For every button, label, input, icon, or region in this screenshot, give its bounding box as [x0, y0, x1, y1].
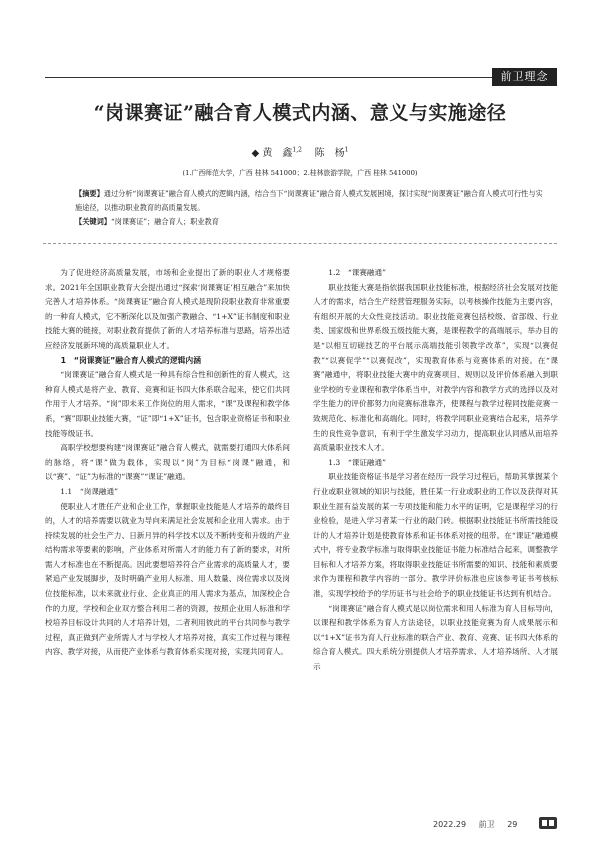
header-rule [45, 77, 492, 78]
paragraph: 职业技能大赛是指依据我国职业技能标准，根据经济社会发展对技能人才的需求，结合生产经营管理服务实际，以考核操作技能为主要内容，有组织开展的大众性竞技活动。职业技能竞赛包括校级、省部级、行业类、国家级和世界系级五级技能大赛，是课程教学的高端展示，举办目的是“以相互切磋技艺的平台展示高端技能引领教学改革”，实现“以赛促教”“以赛促学”“以赛促改”，实现教育体系与竞赛体系的对接。在“课赛”融通中，将职业技能大赛中的竞赛项目、规则以及评价体系融入到职业学校的专业课程和教学体系当中，对教学内容和教学方式的选择以及对学生能力的评价都努力向竞赛标准靠齐，使课程与教学过程同技能竞赛一致规范化、标准化和高端化。同时，将教学同职业竞赛结合起来，培养学生的良性竞争意识，有利于学生激发学习动力，提高职业认同感从而培养高质量职业技术人才。 [313, 282, 558, 453]
paragraph: 使职业人才胜任产业和企业工作，掌握职业技能是人才培养的最终目的，人才的培养需要以就业为导向来满足社会发展和企业用人需求。由于持续发展的社会生产力、日新月异的科学技术以及不断转变和升级的产业结构需求等要素的影响，产业体系对所需人才的能力有了新的要求，对所需人才标准也在不断提高。因此要想培养符合产业需求的高质量人才，要紧追产业发展脚步，及时明确产业用人标准、用人数量、岗位需求以及岗位技能标准，以未来就业行业、企业真正的用人需求为基点，加深校企合作的力度，学校和企业双方整合利用二者的资源，按照企业用人标准和学校培养目标设计共同的人才培养计划，二者利用彼此的平台共同参与教学过程，真正做到产业所需人才与学校人才培养对接，真实工作过程与课程内容、教学对接，从而使产业体系与教育体系实现对接，实现共同育人。 [45, 501, 290, 657]
subsection-heading: 1.3 “课证融通” [328, 457, 386, 467]
diamond-icon: ◆ [251, 148, 260, 159]
paragraph: 职业技能资格证书是学习者在经历一段学习过程后，帮助其掌握某个行业或职业领域的知识与技能，胜任某一行业或职业的工作以及获得对其职业生涯有益发展的某一专项技能和能力水平的证明，它是课程学习的行业检验，是进入学习者某一行业的敲门砖。根据职业技能证书所需技能设计的人才培养计划是使教育体系和证书体系对接的纽带。在“课证”融通模式中，将专业教学标准与取得职业技能证书能力标准结合起来，调整教学目标和人才培养方案，将取得职业技能证书所需要的知识、技能和素质要求作为课程和教学内容的一部分。教学评价标准也应该参考证书考核标准，实现学校给予的学历证书与社会给予的职业技能证书达到有机结合。 [313, 472, 558, 599]
section-tag: 前卫理念 [492, 68, 557, 86]
section-heading: 1 “岗课赛证”融合育人模式的逻辑内涵 [60, 355, 202, 365]
page-footer [433, 819, 527, 830]
abstract [75, 187, 543, 215]
paragraph: “岗课赛证”融合育人模式是以岗位需求和用人标准为育人目标导向，以课程和教学体系为育人方法途径，以职业技能竞赛为育人成果展示和以“1+X”证书为育人行业标准的联合产业、教育、竞赛、证书四大体系的综合育人模式。四大系统分别提供人才培养需求、人才培养场所、人才展示 [313, 603, 558, 672]
abstract-label: 【摘要】 [75, 189, 104, 198]
abstract-block [75, 187, 543, 229]
article-title: “岗课赛证”融合育人模式内涵、意义与实施途径 [93, 102, 507, 124]
paragraph: 高职学校想要构建“岗课赛证”融合育人模式，就需要打通四大体系间的脉络，将“课”做为载体，实现以“岗”为目标“岗课”融通，和以“赛”、“证”为标准的“课赛”“课证”融通。 [45, 443, 290, 482]
author-2: 陈 杨 [314, 148, 345, 159]
author-2-sup: 1 [344, 146, 349, 154]
author-1: 黄 鑫 [262, 148, 293, 159]
footer-date: 2022.29 [433, 820, 467, 829]
footer-journal: 前卫 [478, 820, 495, 829]
left-column [45, 266, 290, 660]
subsection-heading: 1.1 “岗课融通” [60, 486, 118, 496]
journal-logo-icon [539, 817, 557, 829]
right-column [313, 266, 558, 675]
abstract-text: 通过分析“岗课赛证”融合育人模式的逻辑内涵，结合当下“岗课赛证”融合育人模式发展困境，探讨实现“岗课赛证”融合育人模式可行性与实施途径，以推动职业教育的高质量发展。 [75, 189, 543, 212]
page-number: 29 [507, 820, 518, 829]
subsection-heading: 1.2 “课赛融通” [328, 268, 386, 277]
keywords-text: “岗课赛证”；融合育人；职业教育 [110, 217, 219, 226]
author-1-sup: 1,2 [292, 146, 302, 154]
authors-line [0, 144, 600, 159]
keywords [75, 215, 543, 229]
keywords-label: 【关键词】 [75, 217, 111, 226]
abstract-separator [43, 243, 557, 244]
affiliations: (1.广西师范大学，广西 桂林 541000；2.桂林旅游学院，广西 桂林 541000) [182, 169, 418, 177]
paragraph: 为了促进经济高质量发展，市场和企业提出了新的职业人才规格要求。2021年全国职业教育大会提出通过“探索‘岗课赛证’相互融合”来加快完善人才培养体系。“岗课赛证”融合育人模式是现阶段职业教育非常重要的一种育人模式，它不断深化以及加强产教融合、“1+X”证书制度和职业技能大赛的链接，对职业教育提供了新的人才培养标准与思路，培养出适应经济发展新环境的高质量职业人才。 [45, 268, 290, 350]
paragraph: “岗课赛证”融合育人模式是一种具有综合性和创新性的育人模式，这种育人模式是将产业、教育、竞赛和证书四大体系联合起来，使它们共同作用于人才培养。“岗”即未来工作岗位的用人需求，“课”及课程和教学体系，“赛”即职业技能大赛，“证”即“1+X”证书，包含职业资格证书和职业技能等级证书。 [45, 370, 290, 438]
